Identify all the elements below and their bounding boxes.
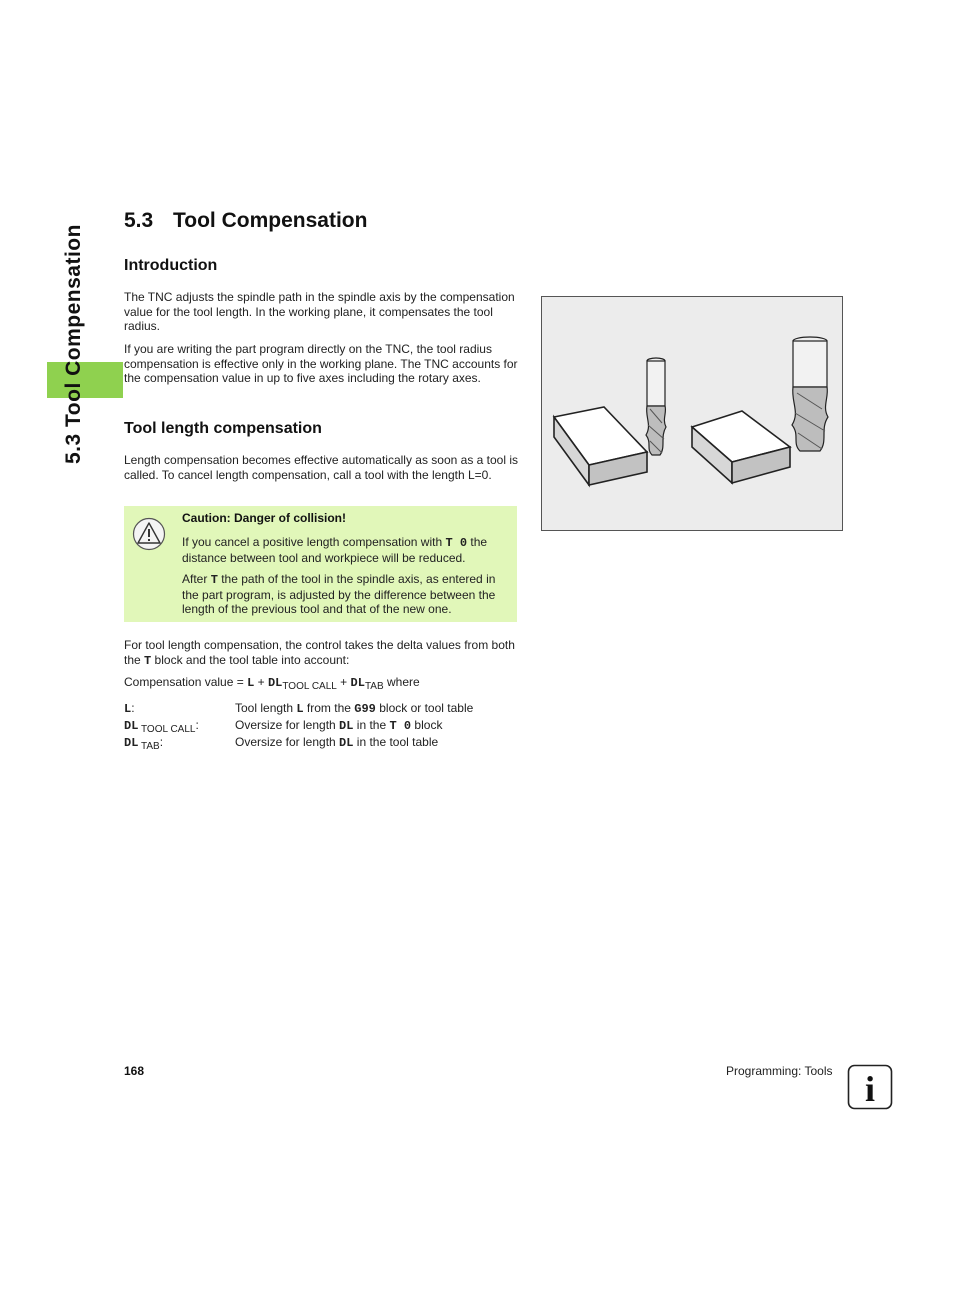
intro-paragraph-2: If you are writing the part program directly on the TNC, the tool radius compensation is effective only in the working plane. The TNC accounts for the compensation value in up to five axes including the rotary axes. [124,342,518,385]
tool-length-illustration [541,296,843,531]
end-mill-short [646,358,666,455]
definition-row: L: Tool length L from the G99 block or tool table [124,701,474,716]
intro-paragraph-1: The TNC adjusts the spindle path in the spindle axis by the compensation value for the tool length. In the working plane, it compensates the tool radius. [124,290,515,333]
caution-paragraph-2: After T the path of the tool in the spindle axis, as entered in the part program, is adjusted by the difference between the length of the previous tool and that of the new one. [182,572,496,616]
heading-introduction: Introduction [124,257,218,274]
length-comp-paragraph: Length compensation becomes effective automatically as soon as a tool is called. To cancel length compensation, call a tool with the length L=0. [124,453,519,482]
compensation-formula: Compensation value = $L + DL_{TOOL CALL} + DL_{TAB}$ where [124,675,420,692]
info-icon[interactable] [847,1064,893,1110]
caution-title: Caution: Danger of collision! [182,511,346,525]
sidebar-chapter-label: 5.3 Tool Compensation [62,224,85,464]
definition-list [124,701,524,752]
workpiece-block-left [554,407,647,485]
definition-row: DL $_{TOOL CALL}$: Oversize for length DL in the T 0 block [124,718,443,735]
warning-triangle-icon [132,517,166,551]
definition-row: DL $_{TAB}$: Oversize for length DL in the tool table [124,735,439,752]
caution-paragraph-1: If you cancel a positive length compensation with T 0 the distance between tool and workpiece will be reduced. [182,535,488,565]
workpiece-block-right [692,411,790,483]
page-title: 5.3 Tool Compensation [124,209,368,232]
heading-tool-length-compensation: Tool length compensation [124,420,322,437]
end-mill-long [792,337,828,451]
info-glyph: i [864,1069,876,1109]
footer-chapter-title: Programming: Tools [726,1064,833,1078]
delta-paragraph: For tool length compensation, the control takes the delta values from both the T block and the tool table into account: [124,638,515,668]
page-number: 168 [124,1064,145,1078]
